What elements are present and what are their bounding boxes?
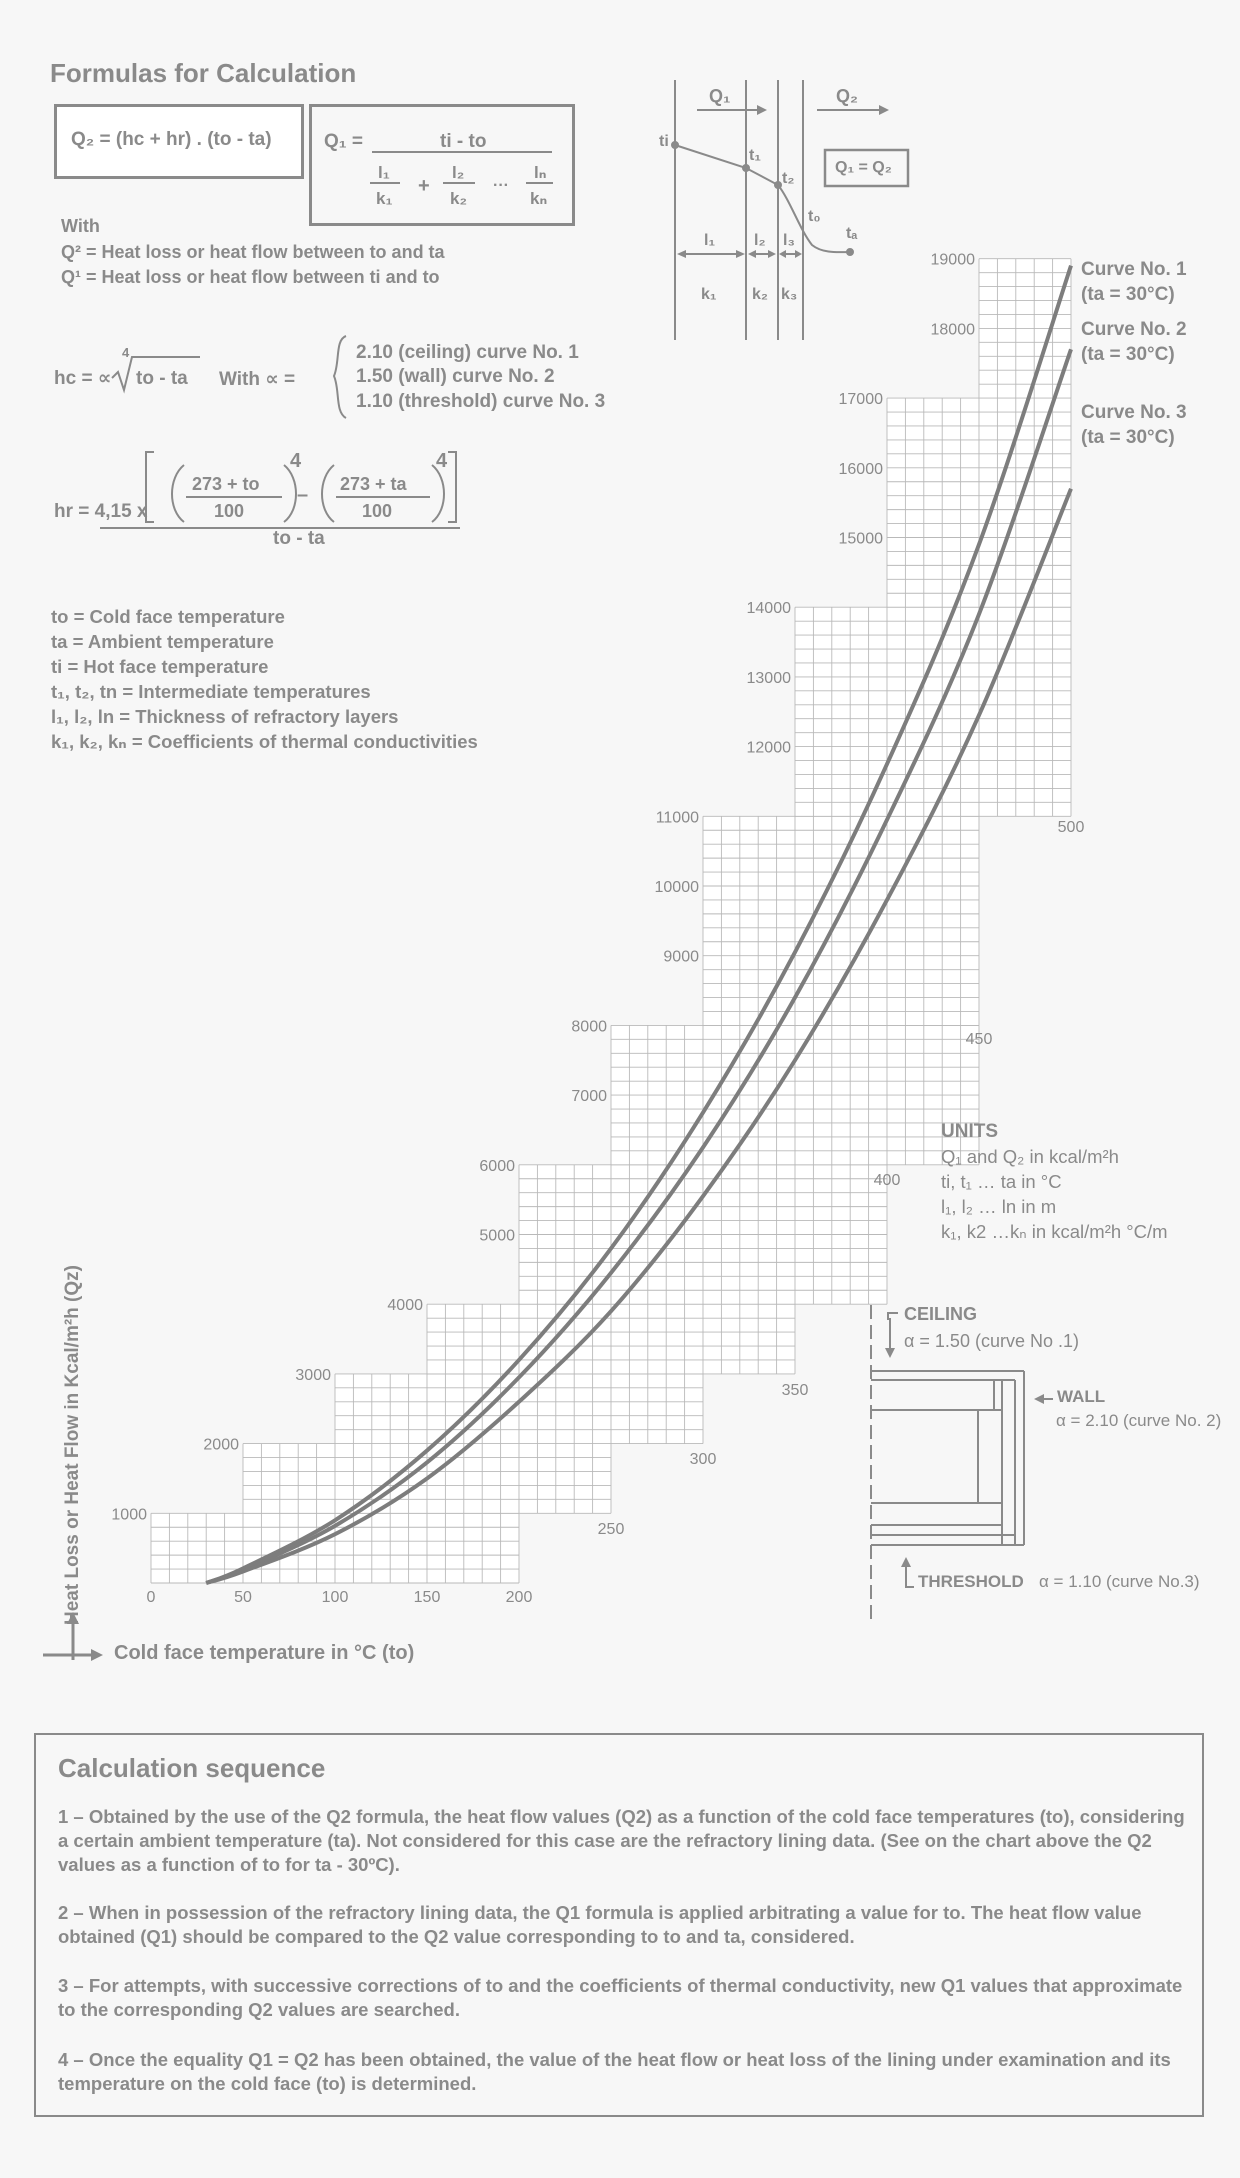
diagram-t1: t₁ <box>749 147 761 164</box>
units-line: l₁, l₂ … ln in m <box>941 1196 1057 1217</box>
q1-plus: + <box>418 175 430 197</box>
x-tick-label: 50 <box>234 1589 252 1606</box>
definition-item: t₁, t₂, tn = Intermediate temperatures <box>51 681 371 702</box>
units-line: Q₁ and Q₂ in kcal/m²h <box>941 1146 1119 1167</box>
definition-item: l₁, l₂, ln = Thickness of refractory layers <box>51 706 399 727</box>
diagram-k3: k₃ <box>781 286 798 303</box>
hr-frac2-num: 273 + ta <box>340 474 407 494</box>
diagram-ta: tₐ <box>846 225 858 242</box>
q1-numerator: ti - to <box>440 131 487 152</box>
x-tick-label: 400 <box>873 1172 901 1189</box>
x-tick-label: 150 <box>413 1589 441 1606</box>
with-line-1: Q² = Heat loss or heat flow between to and ta <box>61 242 445 262</box>
with-title: With <box>61 216 100 236</box>
y-tick-label: 9000 <box>663 948 699 966</box>
calc-step-3: 3 – For attempts, with successive corrections of to and the coefficients of thermal conductivity, new Q1 values that approximate to the corresponding Q2 values are searched. <box>58 1975 1183 2020</box>
y-tick-label: 10000 <box>654 879 699 896</box>
threshold-label: THRESHOLD <box>918 1572 1024 1591</box>
q1-dots: ··· <box>493 177 509 194</box>
y-tick-label: 18000 <box>930 321 975 339</box>
x-tick-label: 350 <box>781 1382 809 1399</box>
ceiling-label: CEILING <box>904 1304 978 1324</box>
hr-exp1: 4 <box>290 450 302 472</box>
y-tick-label: 17000 <box>838 391 883 409</box>
q1-term2-num: l₂ <box>452 163 465 182</box>
y-tick-label: 3000 <box>295 1366 331 1384</box>
y-tick-label: 5000 <box>479 1227 515 1245</box>
diagram-q1: Q₁ <box>709 86 731 106</box>
diagram-q2: Q₂ <box>836 86 858 106</box>
diagram-equality: Q₁ = Q₂ <box>835 159 892 176</box>
hc-option-3: 1.10 (threshold) curve No. 3 <box>356 391 606 412</box>
y-tick-label: 7000 <box>571 1088 607 1106</box>
chart-grid <box>151 259 1071 1583</box>
hr-minus: – <box>297 484 309 506</box>
definition-item: k₁, k₂, kₙ = Coefficients of thermal conductivities <box>51 731 478 752</box>
hr-frac1-den: 100 <box>214 501 245 521</box>
q1-formula-box <box>309 104 575 226</box>
y-tick-label: 8000 <box>571 1018 607 1036</box>
q2-formula-box <box>54 104 304 179</box>
threshold-alpha: α = 1.10 (curve No.3) <box>1039 1572 1200 1591</box>
hc-option-1: 2.10 (ceiling) curve No. 1 <box>356 342 579 363</box>
diagram-l2: l₂ <box>754 232 766 249</box>
definition-item: ta = Ambient temperature <box>51 631 274 652</box>
hc-with: With ∝ = <box>219 369 296 390</box>
y-tick-label: 6000 <box>479 1157 515 1175</box>
q1-termn-num: lₙ <box>534 163 547 182</box>
y-tick-label: 12000 <box>746 739 791 757</box>
legend-label-curve-1: Curve No. 1 <box>1081 259 1187 280</box>
calc-step-1: 1 – Obtained by the use of the Q2 formula, the heat flow values (Q2) as a function of the cold face temperatures (to), considering a certain ambient temperature (ta). Not considered for this case are the refractory lining data. (See on the chart above the Q2 values as a function of to for ta - 30ºC). <box>58 1806 1185 1875</box>
y-tick-label: 1000 <box>111 1506 147 1524</box>
hr-denominator: to - ta <box>273 528 325 549</box>
q2-formula: Q₂ = (hc + hr) . (to - ta) <box>71 129 272 150</box>
page-title: Formulas for Calculation <box>50 58 357 88</box>
grid-block <box>795 607 1071 816</box>
x-tick-label: 100 <box>321 1589 349 1606</box>
diagram-t2: t₂ <box>782 170 795 187</box>
y-tick-label: 15000 <box>838 530 883 548</box>
legend-label-curve-3: Curve No. 3 <box>1081 402 1187 423</box>
definition-item: to = Cold face temperature <box>51 606 285 627</box>
y-tick-label: 14000 <box>746 600 791 618</box>
diagram-k2: k₂ <box>752 286 769 303</box>
hc-radicand: to - ta <box>136 368 188 389</box>
x-axis-label: Cold face temperature in °C (to) <box>114 1642 415 1664</box>
hc-formula-left: hc = ∝ <box>54 368 112 389</box>
legend-sub-curve-3: (ta = 30°C) <box>1081 427 1175 448</box>
ceiling-alpha: α = 1.50 (curve No .1) <box>904 1331 1079 1351</box>
wall-alpha: α = 2.10 (curve No. 2) <box>1056 1411 1222 1430</box>
q1-term1-den: k₁ <box>376 189 393 208</box>
options-brace-icon <box>334 336 346 418</box>
y-tick-label: 4000 <box>387 1297 423 1315</box>
diagram-to: t₀ <box>808 208 821 225</box>
x-tick-label: 200 <box>505 1589 533 1606</box>
y-tick-label: 2000 <box>203 1436 239 1454</box>
hc-root-index: 4 <box>122 345 130 360</box>
diagram-l3: l₃ <box>783 232 795 249</box>
calc-sequence-title: Calculation sequence <box>58 1753 326 1783</box>
q1-formula-left: Q₁ = <box>324 131 364 152</box>
hr-exp2: 4 <box>436 450 448 472</box>
y-tick-label: 16000 <box>838 460 883 478</box>
diagram-k1: k₁ <box>701 286 717 303</box>
y-tick-label: 13000 <box>746 669 791 687</box>
y-tick-label: 19000 <box>930 251 975 269</box>
x-tick-label: 300 <box>689 1451 717 1468</box>
with-line-2: Q¹ = Heat loss or heat flow between ti and to <box>61 267 440 287</box>
x-tick-label: 250 <box>597 1521 625 1538</box>
hr-formula-left: hr = 4,15 x <box>54 501 148 522</box>
x-tick-label: 500 <box>1057 819 1085 836</box>
x-tick-label: 0 <box>146 1589 156 1606</box>
chart-legend <box>1081 259 1187 448</box>
legend-label-curve-2: Curve No. 2 <box>1081 319 1187 340</box>
calc-step-2: 2 – When in possession of the refractory lining data, the Q1 formula is applied arbitrating a value for to. The heat flow value obtained (Q1) should be compared to the Q2 value corresponding to to and ta, considered. <box>58 1902 1142 1947</box>
hr-frac2-den: 100 <box>362 501 393 521</box>
y-axis-label: Heat Loss or Heat Flow in Kcal/m²h (Qz) <box>62 1265 83 1625</box>
units-line: ti, t₁ … ta in °C <box>941 1171 1062 1192</box>
y-tick-label: 11000 <box>655 809 699 827</box>
q1-termn-den: kₙ <box>530 189 548 208</box>
legend-sub-curve-2: (ta = 30°C) <box>1081 344 1175 365</box>
calculation-sequence-panel <box>34 1733 1204 2117</box>
diagram-ti: ti <box>659 133 669 150</box>
units-title: UNITS <box>941 1121 998 1142</box>
q1-term1-num: l₁ <box>378 163 390 182</box>
grid-block <box>703 816 979 1025</box>
calc-step-4: 4 – Once the equality Q1 = Q2 has been obtained, the value of the heat flow or heat loss of the lining under examination and its temperature on the cold face (to) is determined. <box>58 2049 1171 2094</box>
hc-option-2: 1.50 (wall) curve No. 2 <box>356 366 555 387</box>
x-tick-label: 450 <box>965 1031 993 1048</box>
legend-sub-curve-1: (ta = 30°C) <box>1081 284 1175 305</box>
diagram-l1: l₁ <box>704 232 716 249</box>
q1-term2-den: k₂ <box>450 189 468 208</box>
hr-frac1-num: 273 + to <box>192 474 260 494</box>
definition-item: ti = Hot face temperature <box>51 656 269 677</box>
wall-label: WALL <box>1057 1387 1106 1406</box>
units-line: k₁, k2 …kₙ in kcal/m²h °C/m <box>941 1221 1168 1242</box>
